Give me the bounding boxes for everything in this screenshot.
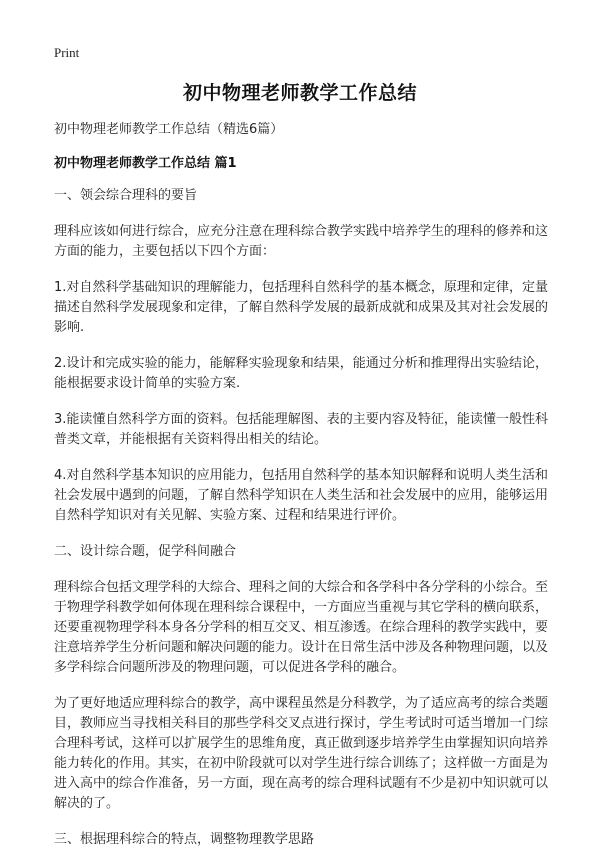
list-item-1: 1.对自然科学基础知识的理解能力，包括理科自然科学的基本概念，原理和定律，定量描述自然科学发展现象和定律，了解自然科学发展的最新成就和成果及其对社会发展的影响. <box>54 280 549 335</box>
paragraph-intro: 理科应该如何进行综合，应充分注意在理科综合教学实践中培养学生的理科的修养和这方面的能力，主要包括以下四个方面： <box>54 224 549 259</box>
section-title: 初中物理老师教学工作总结 篇1 <box>54 156 237 171</box>
heading-3: 三、根据理科综合的特点，调整物理教学思路 <box>54 832 315 847</box>
heading-2: 二、设计综合题，促学科间融合 <box>54 544 237 559</box>
list-item-2: 2.设计和完成实验的能力，能解释实验现象和结果，能通过分析和推理得出实验结论，能根据要求设计简单的实验方案. <box>54 356 548 391</box>
paragraph-3: 为了更好地适应理科综合的教学，高中课程虽然是分科教学，为了适应高考的综合类题目，教师应当寻找相关科目的那些学科交叉点进行探讨，学生考试时可适当增加一门综合理科考试，这样可以扩展学生的思维角度，真正做到逐步培养学生由掌握知识向培养能力转化的作用。其实，在初中阶段就可以对学生进行综合训练了；这样做一方面是为进入高中的综合作准备，另一方面，现在高考的综合理科试题有不少是初中知识就可以解决的了。 <box>54 696 549 811</box>
document-body <box>54 120 548 866</box>
list-item-3: 3.能读懂自然科学方面的资料。包括能理解图、表的主要内容及特征，能读懂一般性科普类文章，并能根据有关资料得出相关的结论。 <box>54 412 548 447</box>
heading-1: 一、领会综合理科的要旨 <box>54 188 198 203</box>
page-title: 初中物理老师教学工作总结 <box>182 82 417 104</box>
list-item-4: 4.对自然科学基本知识的应用能力，包括用自然科学的基本知识解释和说明人类生活和社会发展中遇到的问题，了解自然科学知识在人类生活和社会发展中的应用，能够运用自然科学知识对有关见解、实验方案、过程和结果进行评价。 <box>54 468 549 523</box>
doc-subtitle: 初中物理老师教学工作总结（精选6篇） <box>54 122 284 137</box>
print-link[interactable]: Print <box>54 45 80 60</box>
paragraph-2: 理科综合包括文理学科的大综合、理科之间的大综合和各学科中各分学科的小综合。至于物理学科教学如何体现在理科综合课程中，一方面应当重视与其它学科的横向联系，还要重视物理学科本身各分学科的相互交叉、相互渗透。在综合理科的教学实践中，要注意培养学生分析问题和解决问题的能力。设计在日常生活中涉及各种物理问题，以及多学科综合问题所涉及的物理问题，可以促进各学科的融合。 <box>54 580 549 675</box>
